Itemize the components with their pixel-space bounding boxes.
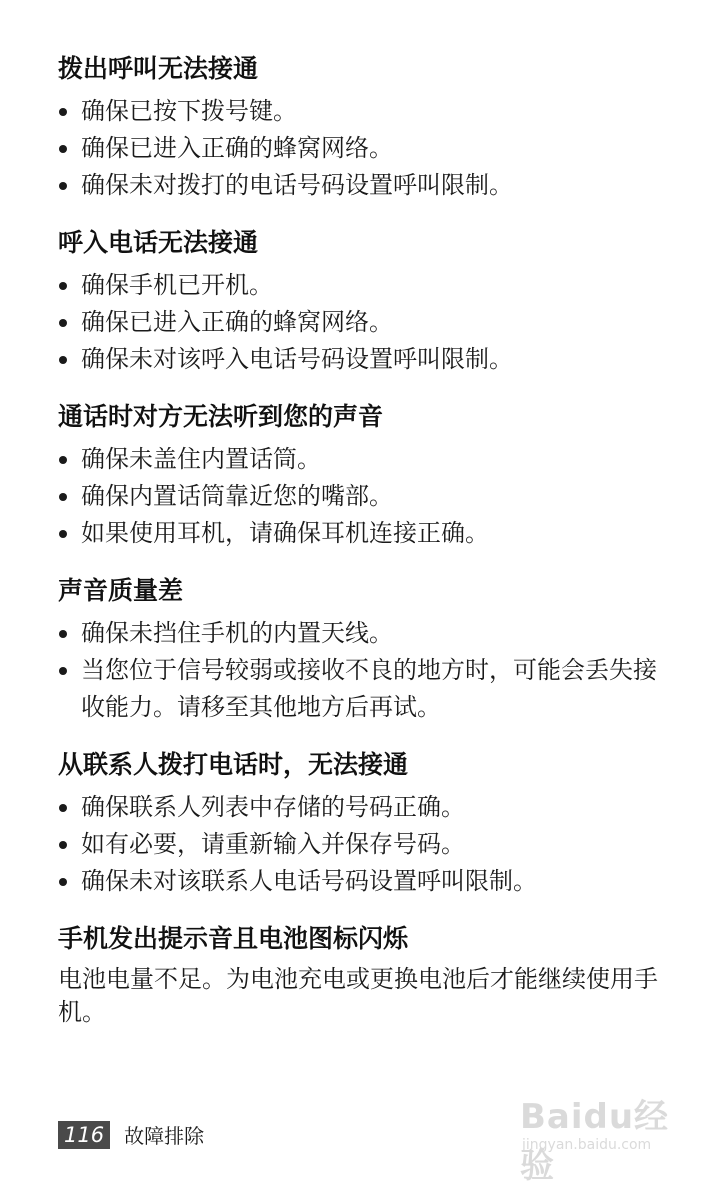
bullet-list — [58, 615, 678, 726]
bullet-icon — [59, 878, 67, 886]
list-item — [58, 304, 678, 341]
section-heading: 声音质量差 — [58, 576, 184, 605]
section-outgoing-calls — [58, 52, 678, 204]
bullet-icon — [59, 841, 67, 849]
section-heading: 拨出呼叫无法接通 — [58, 54, 259, 83]
list-item-text: 确保未挡住手机的内置天线。 — [81, 619, 393, 647]
list-item — [58, 863, 678, 900]
bullet-icon — [59, 356, 67, 364]
list-item-text: 确保内置话筒靠近您的嘴部。 — [81, 482, 393, 510]
list-item-text: 确保未对拨打的电话号码设置呼叫限制。 — [81, 171, 513, 199]
bullet-icon — [59, 493, 67, 501]
list-item — [58, 615, 678, 652]
list-item-text: 当您位于信号较弱或接收不良的地方时，可能会丢失接收能力。请移至其他地方后再试。 — [81, 656, 657, 721]
section-contact-calls — [58, 748, 678, 900]
list-item-text: 确保已进入正确的蜂窝网络。 — [81, 308, 393, 336]
section-paragraph: 电池电量不足。为电池充电或更换电池后才能继续使用手机。 — [58, 965, 658, 1026]
list-item — [58, 652, 678, 726]
bullet-icon — [59, 145, 67, 153]
baidu-watermark — [520, 1085, 695, 1186]
page-footer — [58, 1120, 204, 1149]
document-page — [58, 52, 678, 1051]
bullet-icon — [59, 108, 67, 116]
list-item — [58, 167, 678, 204]
section-incoming-calls — [58, 226, 678, 378]
bullet-list — [58, 789, 678, 900]
section-heading: 通话时对方无法听到您的声音 — [58, 402, 384, 431]
list-item-text: 如果使用耳机，请确保耳机连接正确。 — [81, 519, 489, 547]
section-heading: 呼入电话无法接通 — [58, 228, 259, 257]
watermark-url: jingyan.baidu.com — [522, 1137, 652, 1153]
list-item — [58, 515, 678, 552]
list-item-text: 确保手机已开机。 — [81, 271, 273, 299]
list-item-text: 确保已按下拨号键。 — [81, 97, 297, 125]
section-poor-sound-quality — [58, 574, 678, 726]
bullet-list — [58, 93, 678, 204]
bullet-icon — [59, 804, 67, 812]
list-item-text: 确保未对该联系人电话号码设置呼叫限制。 — [81, 867, 537, 895]
bullet-icon — [59, 182, 67, 190]
page-number: 116 — [58, 1121, 110, 1149]
bullet-icon — [59, 630, 67, 638]
bullet-icon — [59, 319, 67, 327]
section-voice-not-heard — [58, 400, 678, 552]
list-item — [58, 341, 678, 378]
bullet-icon — [59, 282, 67, 290]
list-item — [58, 441, 678, 478]
bullet-icon — [59, 456, 67, 464]
list-item-text: 确保已进入正确的蜂窝网络。 — [81, 134, 393, 162]
list-item-text: 确保联系人列表中存储的号码正确。 — [81, 793, 465, 821]
section-heading: 手机发出提示音且电池图标闪烁 — [58, 924, 409, 953]
bullet-icon — [59, 667, 67, 675]
watermark-brand: Baidu经验 — [520, 1097, 670, 1186]
bullet-list — [58, 441, 678, 552]
list-item — [58, 826, 678, 863]
list-item-text: 确保未对该呼入电话号码设置呼叫限制。 — [81, 345, 513, 373]
list-item — [58, 130, 678, 167]
list-item-text: 确保未盖住内置话筒。 — [81, 445, 321, 473]
list-item — [58, 478, 678, 515]
bullet-list — [58, 267, 678, 378]
section-heading: 从联系人拨打电话时，无法接通 — [58, 750, 409, 779]
bullet-icon — [59, 530, 67, 538]
list-item-text: 如有必要，请重新输入并保存号码。 — [81, 830, 465, 858]
list-item — [58, 789, 678, 826]
section-low-battery — [58, 922, 678, 1029]
list-item — [58, 93, 678, 130]
list-item — [58, 267, 678, 304]
chapter-label: 故障排除 — [124, 1124, 205, 1148]
